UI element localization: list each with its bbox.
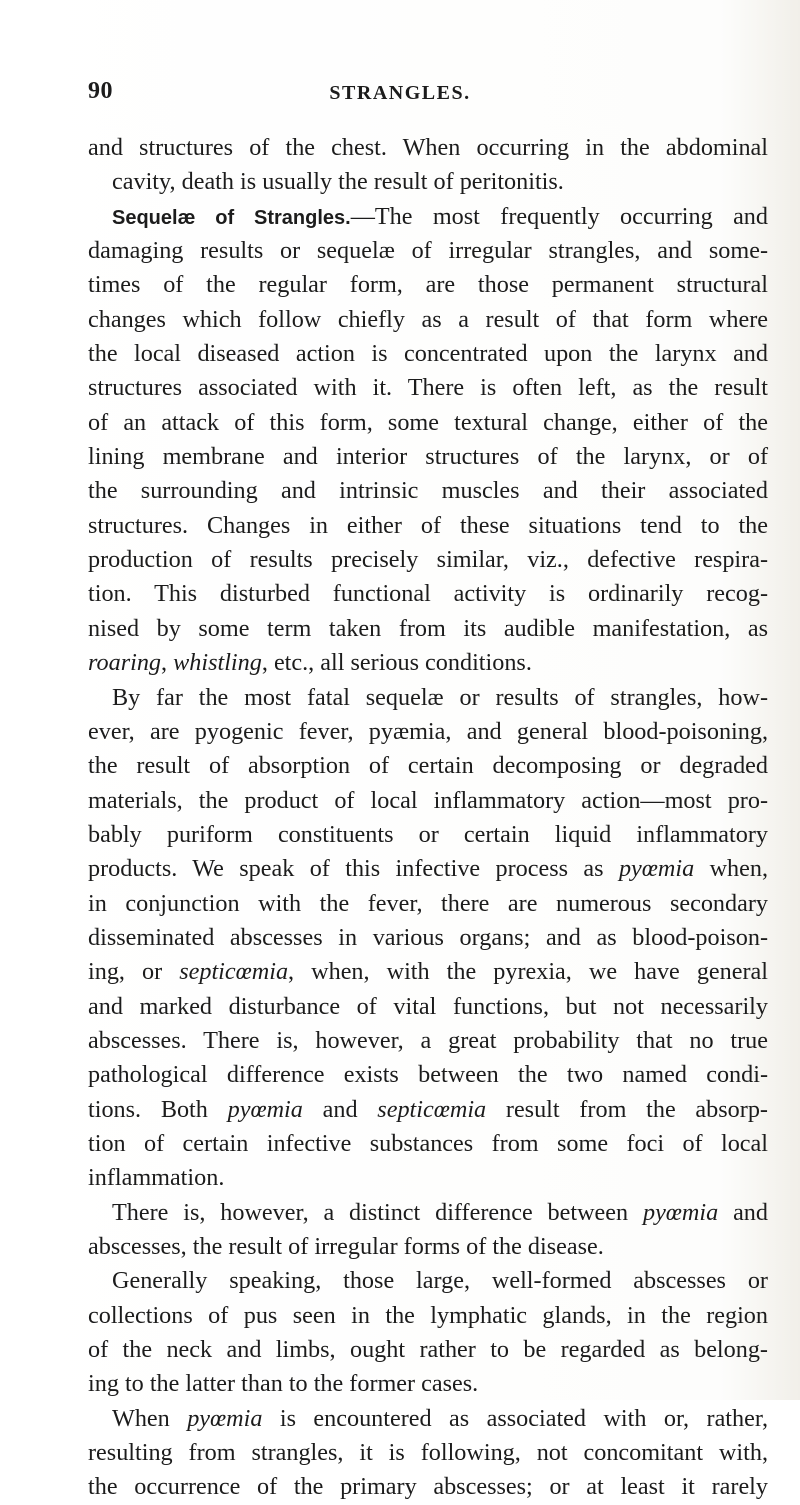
text-line: Sequelæ of Strangles.—The most frequently occurring and	[112, 202, 768, 230]
text-line: cavity, death is usually the result of peritonitis.	[112, 168, 564, 196]
text-line: ever, are pyogenic fever, pyæmia, and general blood-poisoning,	[88, 717, 768, 745]
body-text	[88, 131, 768, 1505]
text-line: and structures of the chest. When occurring in the abdominal	[88, 134, 768, 161]
text-line: abscesses, the result of irregular forms of the disease.	[88, 1233, 604, 1260]
text-line: the result of absorption of certain decomposing or degraded	[88, 752, 768, 780]
text-line: of the neck and limbs, ought rather to be regarded as belong-	[88, 1336, 768, 1364]
text-line: production of results precisely similar, viz., defective respira-	[88, 546, 768, 574]
text-line: collections of pus seen in the lymphatic glands, in the region	[88, 1301, 768, 1329]
text-line: lining membrane and interior structures of the larynx, or of	[88, 443, 768, 471]
text-line: materials, the product of local inflammatory action—most pro-	[88, 786, 768, 814]
text-line: nised by some term taken from its audible manifestation, as	[88, 614, 768, 642]
text-line: structures associated with it. There is often left, as the result	[88, 374, 768, 402]
text-line: inflammation.	[88, 1164, 225, 1192]
text-line: structures. Changes in either of these situations tend to the	[88, 511, 768, 539]
text-line: ing, or septicœmia, when, with the pyrexia, we have general	[88, 958, 769, 986]
text-line: tion of certain infective substances from some foci of local	[88, 1129, 768, 1157]
text-line: tions. Both pyœmia and septicœmia result from the absorp-	[88, 1095, 768, 1123]
text-line: ing to the latter than to the former cases.	[88, 1370, 479, 1398]
text-line: products. We speak of this infective process as pyœmia when,	[88, 855, 769, 883]
text-line: There is, however, a distinct difference between pyœmia and	[112, 1198, 768, 1226]
text-line: of an attack of this form, some textural change, either of the	[88, 408, 768, 436]
text-line: damaging results or sequelæ of irregular strangles, and some-	[88, 237, 768, 265]
text-line: pathological difference exists between the two named condi-	[88, 1061, 768, 1089]
text-line: changes which follow chiefly as a result of that form where	[88, 305, 768, 333]
text-line: bably puriform constituents or certain liquid inflammatory	[88, 820, 768, 848]
running-title: STRANGLES.	[329, 82, 471, 104]
text-line: the occurrence of the primary abscesses; or at least it rarely	[88, 1473, 768, 1501]
text-line: abscesses. There is, however, a great probability that no true	[88, 1026, 768, 1054]
text-line: Generally speaking, those large, well-formed abscesses or	[112, 1267, 768, 1295]
section-heading: Sequelæ of Strangles.	[112, 206, 351, 229]
text-line: roaring, whistling, etc., all serious conditions.	[88, 649, 532, 677]
text-line: the surrounding and intrinsic muscles and their associated	[88, 477, 768, 505]
page-number: 90	[88, 78, 113, 104]
text-line: times of the regular form, are those permanent structural	[88, 271, 768, 299]
text-line: By far the most fatal sequelæ or results of strangles, how-	[112, 683, 768, 711]
text-line: the local diseased action is concentrated upon the larynx and	[88, 340, 768, 368]
text-line: When pyœmia is encountered as associated with or, rather,	[112, 1404, 768, 1432]
text-line: tion. This disturbed functional activity is ordinarily recog-	[88, 580, 768, 608]
text-line: resulting from strangles, it is following, not concomitant with,	[88, 1439, 768, 1467]
text-line: and marked disturbance of vital functions, but not necessarily	[88, 992, 768, 1020]
text-line: disseminated abscesses in various organs; and as blood-poison-	[88, 923, 768, 951]
text-line: in conjunction with the fever, there are numerous secondary	[88, 889, 768, 917]
